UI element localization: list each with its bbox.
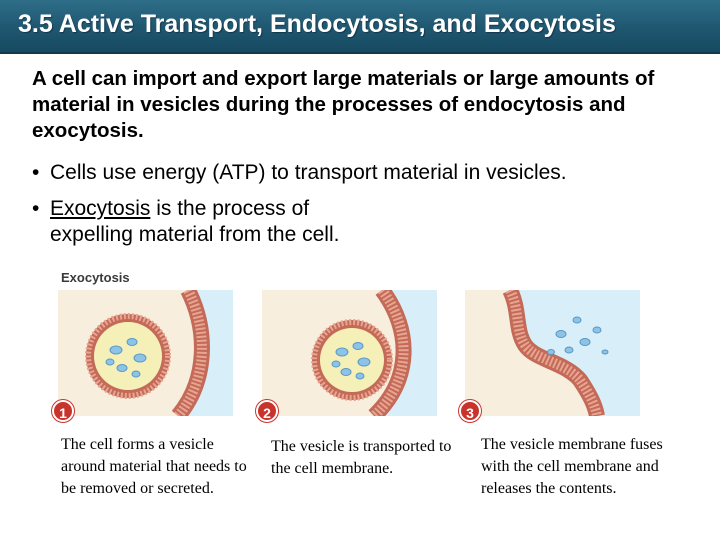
step-1-badge: 1 — [52, 400, 74, 422]
step-2-illustration — [262, 290, 437, 416]
bullet-exocytosis-text-2: expelling material from the cell. — [50, 223, 340, 246]
step-3-caption: The vesicle membrane fuses with the cell membrane and releases the contents. — [481, 436, 663, 497]
step-2-badge: 2 — [256, 400, 278, 422]
step-2-caption: The vesicle is transported to the cell membrane. — [271, 438, 452, 477]
slide-title: 3.5 Active Transport, Endocytosis, and Exocytosis — [18, 10, 616, 38]
exocytosis-term: Exocytosis — [50, 197, 151, 220]
bullet-energy-text: Cells use energy (ATP) to transport material in vesicles. — [50, 161, 567, 184]
bullet-glyph: • — [32, 197, 40, 220]
bullet-glyph: • — [32, 161, 40, 184]
step-1-caption: The cell forms a vesicle around material that needs to be removed or secreted. — [61, 436, 247, 497]
intro-text: A cell can import and export large materials or large amounts of material in vesicles during the processes of endocytosis and exocytosis. — [32, 67, 655, 142]
bullet-energy — [32, 160, 567, 186]
title-bar — [0, 0, 720, 54]
step-3-illustration — [465, 290, 640, 416]
figure-label: Exocytosis — [61, 270, 130, 285]
step-3-badge: 3 — [459, 400, 481, 422]
bullet-exocytosis — [32, 196, 452, 248]
bullet-exocytosis-text-1: is the process of — [150, 197, 310, 220]
step-1-illustration — [58, 290, 233, 416]
